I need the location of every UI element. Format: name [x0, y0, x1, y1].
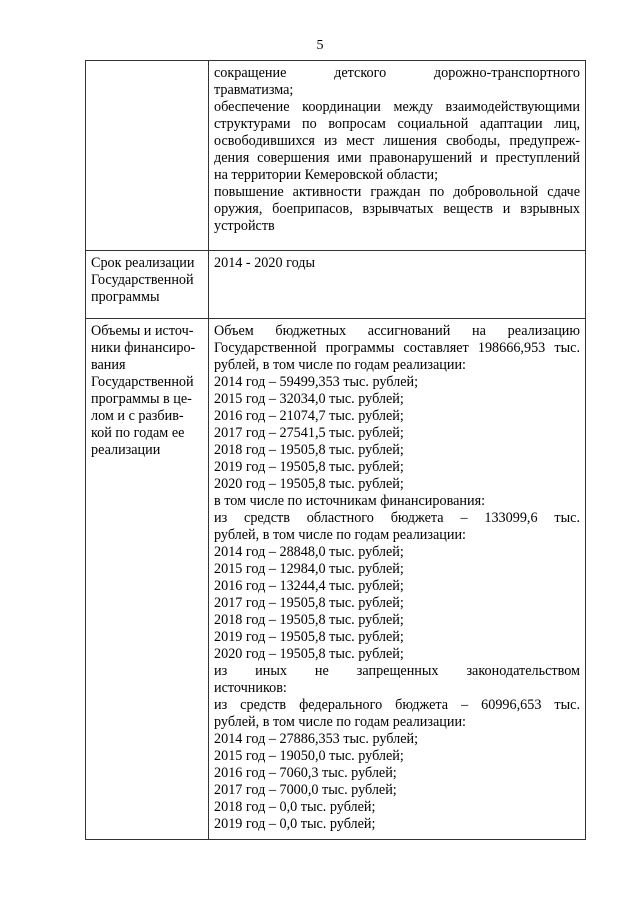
label-line: лом и с разбив-: [91, 408, 184, 424]
content-line: Государственной программы составляет 198666,953 тыс.: [214, 340, 580, 356]
content-line: 2018 год – 19505,8 тыс. рублей;: [214, 442, 404, 458]
content-line: из средств федерального бюджета – 60996,653 тыс.: [214, 697, 580, 713]
content-line: 2018 год – 0,0 тыс. рублей;: [214, 799, 376, 815]
label-line: кой по годам ее: [91, 425, 185, 441]
row-label-cell: [86, 251, 209, 319]
content-line: 2016 год – 13244,4 тыс. рублей;: [214, 578, 404, 594]
table-row: [86, 251, 586, 319]
content-line: из иных не запрещенных законодательством: [214, 663, 580, 679]
label-line: Государственной: [91, 272, 194, 288]
passport-table: [85, 60, 586, 840]
content-line: сокращение детского дорожно-транспортного: [214, 65, 580, 81]
content-line: обеспечение координации между взаимодействующими: [214, 99, 580, 115]
content-line: 2014 год – 27886,353 тыс. рублей;: [214, 731, 419, 747]
content-line: 2017 год – 7000,0 тыс. рублей;: [214, 782, 397, 798]
content-line: 2015 год – 19050,0 тыс. рублей;: [214, 748, 404, 764]
content-line: 2016 год – 21074,7 тыс. рублей;: [214, 408, 404, 424]
page-number: 5: [316, 38, 324, 53]
content-line: 2014 год – 59499,353 тыс. рублей;: [214, 374, 419, 390]
content-line: 2015 год – 12984,0 тыс. рублей;: [214, 561, 404, 577]
content-line: устройств: [214, 218, 275, 234]
label-line: ники финансиро-: [91, 340, 196, 356]
content-line: структурами по вопросам социальной адаптации лиц,: [214, 116, 580, 132]
content-line: 2017 год – 19505,8 тыс. рублей;: [214, 595, 404, 611]
content-line: 2018 год – 19505,8 тыс. рублей;: [214, 612, 404, 628]
content-line: освободившихся из мест лишения свободы, предупреж-: [214, 133, 580, 149]
row-content-cell: [209, 251, 586, 319]
content-line: 2014 год – 28848,0 тыс. рублей;: [214, 544, 404, 560]
label-line: Срок реализации: [91, 255, 195, 271]
content-line: из средств областного бюджета – 133099,6 тыс.: [214, 510, 580, 526]
content-line: травматизма;: [214, 82, 294, 98]
label-line: программы в це-: [91, 391, 192, 407]
content-line: рублей, в том числе по годам реализации:: [214, 527, 466, 543]
table-row: [86, 319, 586, 840]
content-line: на территории Кемеровской области;: [214, 167, 439, 183]
content-line: в том числе по источникам финансирования:: [214, 493, 486, 509]
label-line: реализации: [91, 442, 161, 458]
label-line: вания: [91, 357, 126, 373]
content-line: рублей, в том числе по годам реализации:: [214, 714, 466, 730]
content-line: 2014 - 2020 годы: [214, 255, 316, 271]
content-line: повышение активности граждан по добровольной сдаче: [214, 184, 580, 200]
content-line: оружия, боеприпасов, взрывчатых веществ и взрывных: [214, 201, 580, 217]
content-line: 2020 год – 19505,8 тыс. рублей;: [214, 476, 404, 492]
content-line: 2019 год – 0,0 тыс. рублей;: [214, 816, 376, 832]
content-line: 2016 год – 7060,3 тыс. рублей;: [214, 765, 397, 781]
row-label-cell: [86, 61, 209, 251]
row-content-cell: [209, 319, 586, 840]
content-line: 2019 год – 19505,8 тыс. рублей;: [214, 459, 404, 475]
table-row: [86, 61, 586, 251]
label-line: Объемы и источ-: [91, 323, 194, 339]
row-content-cell: [209, 61, 586, 251]
content-line: Объем бюджетных ассигнований на реализацию: [214, 323, 580, 339]
label-line: Государственной: [91, 374, 194, 390]
label-line: программы: [91, 289, 160, 305]
content-line: 2015 год – 32034,0 тыс. рублей;: [214, 391, 404, 407]
content-line: дения совершения ими правонарушений и преступлений: [214, 150, 580, 166]
content-line: источников:: [214, 680, 287, 696]
row-label-cell: [86, 319, 209, 840]
content-line: рублей, в том числе по годам реализации:: [214, 357, 466, 373]
content-line: 2020 год – 19505,8 тыс. рублей;: [214, 646, 404, 662]
content-line: 2019 год – 19505,8 тыс. рублей;: [214, 629, 404, 645]
content-line: 2017 год – 27541,5 тыс. рублей;: [214, 425, 404, 441]
